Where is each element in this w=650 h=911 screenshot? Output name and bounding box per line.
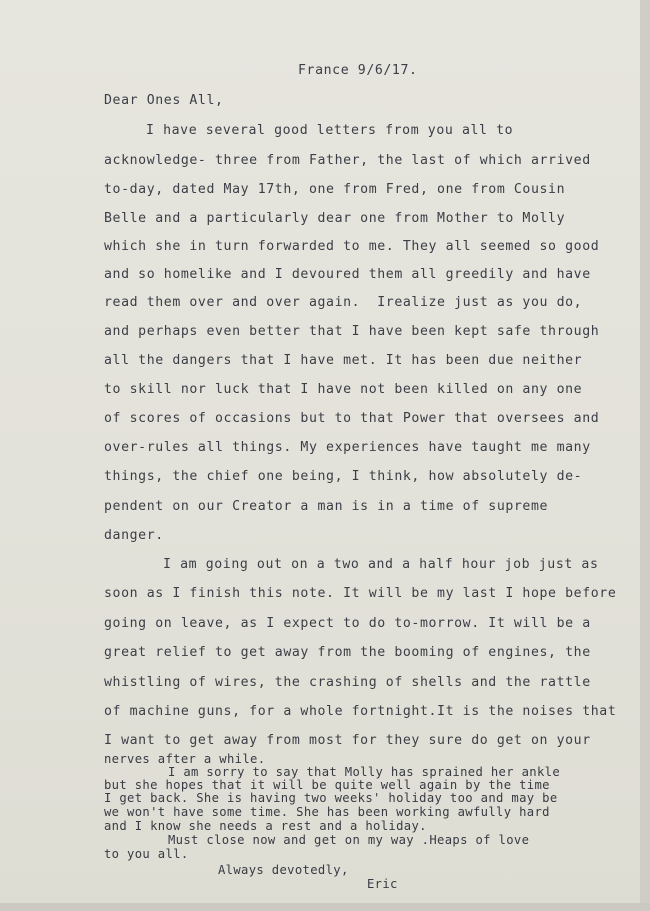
body-line: to skill nor luck that I have not been killed on any one [104, 382, 583, 397]
body-line: danger. [104, 528, 164, 543]
body-line: things, the chief one being, I think, how absolutely de- [104, 469, 583, 484]
page-bottom-edge [0, 903, 650, 911]
body-line: I want to get away from most for they sure do get on your [104, 733, 591, 748]
page-edge [640, 0, 650, 911]
body-line: pendent on our Creator a man is in a time of supreme [104, 499, 549, 514]
body-line: and perhaps even better that I have been kept safe through [104, 324, 600, 339]
salutation: Dear Ones All, [104, 93, 224, 108]
body-line: of scores of occasions but to that Power that oversees and [104, 411, 600, 426]
body-line: Belle and a particularly dear one from Mother to Molly [104, 211, 566, 226]
body-line: but she hopes that it will be quite well again by the time [104, 778, 550, 792]
body-line: going on leave, as I expect to do to-morrow. It will be a [104, 616, 591, 631]
body-line: and so homelike and I devoured them all greedily and have [104, 267, 591, 282]
body-line: of machine guns, for a whole fortnight.It is the noises that [104, 704, 617, 719]
body-line: soon as I finish this note. It will be my last I hope before [104, 586, 617, 601]
body-line: and I know she needs a rest and a holiday. [104, 819, 427, 833]
body-line: over-rules all things. My experiences have taught me many [104, 440, 591, 455]
body-line: we won't have some time. She has been working awfully hard [104, 805, 550, 819]
dateline: France 9/6/17. [298, 63, 418, 78]
body-line: great relief to get away from the booming of engines, the [104, 645, 591, 660]
body-line: read them over and over again. Irealize just as you do, [104, 295, 583, 310]
body-line: I am sorry to say that Molly has sprained her ankle [168, 765, 561, 779]
body-line: to-day, dated May 17th, one from Fred, one from Cousin [104, 182, 566, 197]
body-line: to you all. [104, 847, 189, 861]
body-line: whistling of wires, the crashing of shells and the rattle [104, 675, 591, 690]
body-line: nerves after a while. [104, 752, 266, 766]
signature: Eric [367, 877, 398, 891]
body-line: I get back. She is having two weeks' holiday too and may be [104, 791, 558, 805]
body-line: I have several good letters from you all to [146, 123, 514, 138]
body-line: all the dangers that I have met. It has been due neither [104, 353, 583, 368]
body-line: acknowledge- three from Father, the last of which arrived [104, 153, 591, 168]
closing: Always devotedly, [218, 863, 349, 877]
body-line: I am going out on a two and a half hour job just as [163, 557, 599, 572]
body-line: which she in turn forwarded to me. They all seemed so good [104, 239, 600, 254]
body-line: Must close now and get on my way .Heaps of love [168, 833, 530, 847]
